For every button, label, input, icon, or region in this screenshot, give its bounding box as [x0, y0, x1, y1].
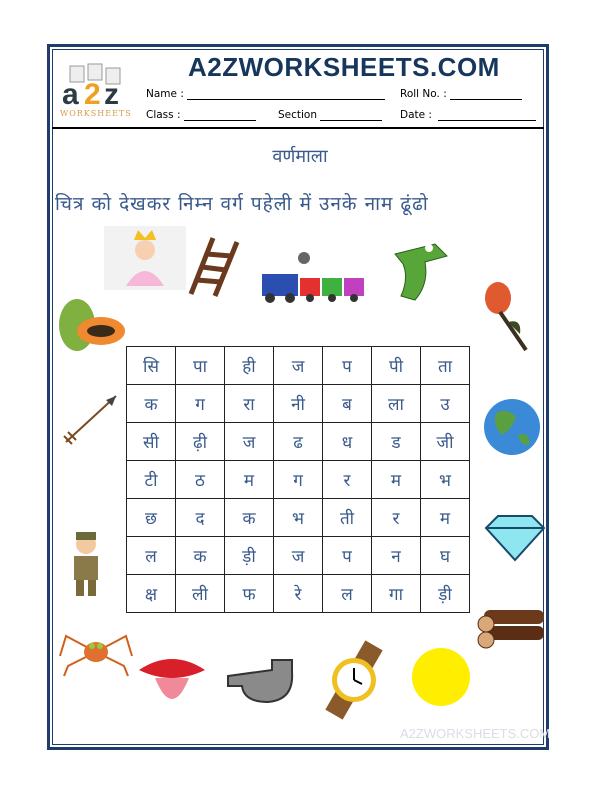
globe-picture [478, 395, 546, 459]
soldier-picture [58, 530, 116, 598]
grid-cell[interactable]: गा [372, 575, 421, 613]
whistle-picture [222, 654, 300, 710]
wood-logs-picture [474, 604, 550, 652]
grid-row [127, 537, 470, 575]
grid-cell[interactable]: प [323, 537, 372, 575]
grid-cell[interactable]: ल [323, 575, 372, 613]
grid-cell[interactable]: क्ष [127, 575, 176, 613]
roll-field[interactable] [400, 88, 522, 100]
section-line[interactable] [320, 109, 382, 121]
grid-cell[interactable]: ड़ी [421, 575, 470, 613]
site-name: A2ZWORKSHEETS.COM [188, 52, 500, 82]
grid-cell[interactable]: क [127, 385, 176, 423]
name-label: Name : [146, 88, 184, 100]
grid-cell[interactable]: रा [225, 385, 274, 423]
diamond-picture [482, 512, 548, 564]
grid-cell[interactable]: ढ़ी [176, 423, 225, 461]
roll-label: Roll No. : [400, 88, 447, 100]
date-field[interactable] [400, 109, 536, 121]
grid-cell[interactable]: ठ [176, 461, 225, 499]
grid-cell[interactable]: म [421, 499, 470, 537]
grid-cell[interactable]: र [323, 461, 372, 499]
grid-cell[interactable]: ग [274, 461, 323, 499]
grid-cell[interactable]: म [372, 461, 421, 499]
grid-cell[interactable]: ध [323, 423, 372, 461]
spider-picture [58, 626, 134, 678]
name-line[interactable] [187, 88, 385, 100]
grid-cell[interactable]: म [225, 461, 274, 499]
grid-cell[interactable]: छ [127, 499, 176, 537]
class-field[interactable] [146, 109, 256, 121]
rose-picture [478, 278, 532, 354]
section-field[interactable] [278, 109, 382, 121]
class-label: Class : [146, 109, 181, 121]
grid-cell[interactable]: नी [274, 385, 323, 423]
svg-text:WORKSHEETS: WORKSHEETS [60, 109, 132, 118]
arrow-picture [60, 392, 120, 448]
grid-cell[interactable]: न [372, 537, 421, 575]
grid-cell[interactable]: क [225, 499, 274, 537]
svg-text:a: a [62, 78, 79, 111]
grid-cell[interactable]: ती [323, 499, 372, 537]
lips-picture [135, 650, 209, 712]
a2z-logo [58, 62, 138, 122]
date-label: Date : [400, 109, 432, 121]
svg-text:2: 2 [84, 78, 101, 111]
grid-cell[interactable]: ज [274, 347, 323, 385]
grid-cell[interactable]: घ [421, 537, 470, 575]
grid-cell[interactable]: भ [274, 499, 323, 537]
grid-cell[interactable]: सी [127, 423, 176, 461]
class-line[interactable] [184, 109, 256, 121]
worksheet-title: वर्णमाला [272, 146, 328, 167]
grid-cell[interactable]: ज [274, 537, 323, 575]
grid-cell[interactable]: ला [372, 385, 421, 423]
grid-cell[interactable]: फ [225, 575, 274, 613]
train-picture [258, 250, 366, 306]
grid-cell[interactable]: भ [421, 461, 470, 499]
grid-cell[interactable]: द [176, 499, 225, 537]
svg-text:z: z [104, 78, 119, 111]
grid-cell[interactable]: ता [421, 347, 470, 385]
grid-cell[interactable]: र [372, 499, 421, 537]
grid-cell[interactable]: प [323, 347, 372, 385]
grid-cell[interactable]: क [176, 537, 225, 575]
grid-cell[interactable]: ग [176, 385, 225, 423]
instruction: चित्र को देखकर निम्न वर्ग पहेली में उनके नाम ढूंढो [55, 193, 429, 215]
grid-cell[interactable]: ड़ी [225, 537, 274, 575]
grid-cell[interactable]: ज [225, 423, 274, 461]
grid-row [127, 385, 470, 423]
grid-cell[interactable]: ड [372, 423, 421, 461]
word-search-grid [126, 346, 470, 613]
sun-picture [410, 646, 472, 708]
grid-row [127, 347, 470, 385]
grid-cell[interactable]: सि [127, 347, 176, 385]
grid-row [127, 461, 470, 499]
grid-row [127, 499, 470, 537]
ladder-picture [185, 234, 243, 298]
papaya-picture [55, 295, 127, 355]
grid-cell[interactable]: पा [176, 347, 225, 385]
grid-cell[interactable]: पी [372, 347, 421, 385]
date-line[interactable] [438, 109, 536, 121]
grid-cell[interactable]: ही [225, 347, 274, 385]
section-label: Section [278, 109, 318, 121]
grid-cell[interactable]: ली [176, 575, 225, 613]
watch-picture [318, 640, 390, 720]
grid-cell[interactable]: जी [421, 423, 470, 461]
crocodile-picture [385, 234, 457, 306]
grid-cell[interactable]: ब [323, 385, 372, 423]
roll-line[interactable] [450, 88, 522, 100]
grid-cell[interactable]: रे [274, 575, 323, 613]
queen-picture [104, 226, 186, 290]
grid-cell[interactable]: ढ [274, 423, 323, 461]
grid-row [127, 575, 470, 613]
grid-row [127, 423, 470, 461]
grid-cell[interactable]: टी [127, 461, 176, 499]
header-divider [52, 127, 544, 129]
name-field[interactable] [146, 88, 385, 100]
watermark: A2ZWORKSHEETS.COM [400, 726, 551, 741]
grid-cell[interactable]: उ [421, 385, 470, 423]
grid-cell[interactable]: ल [127, 537, 176, 575]
